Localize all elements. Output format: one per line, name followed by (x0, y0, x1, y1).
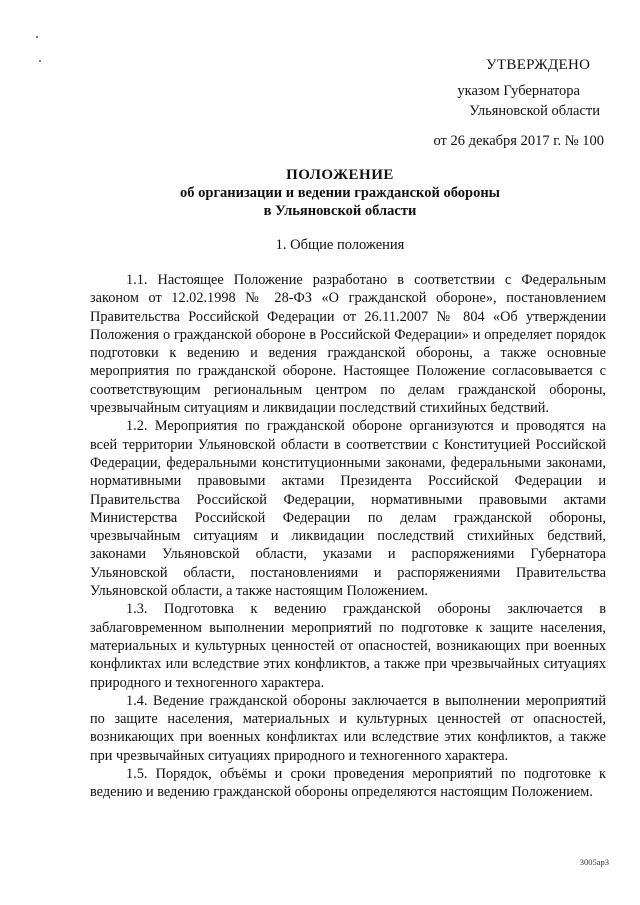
decree-line-2: Ульяновской области (469, 103, 600, 119)
paragraph-1-5: 1.5. Порядок, объёмы и сроки проведения мероприятий по подготовке к ведению и ведению гражданской обороны определяются настоящим Положением. (90, 766, 606, 801)
section-heading: 1. Общие положения (275, 237, 405, 253)
approved-stamp-label: УТВЕРЖДЕНО (486, 57, 591, 73)
paragraph-1-2: 1.2. Мероприятия по гражданской обороне организуются и проводятся на всей территории Ульяновской области в соответствии с Конституцией Российской Федерации, федеральными конституционными законами, федеральными законами, нормативными правовыми актами Президента Российской Федерации и Правительства Российской Федерации, нормативными правовыми актами Министерства Российской Федерации по делам гражданской обороны, чрезвычайным ситуациям и ликвидации последствий стихийных бедствий, законами Ульяновской области, указами и распоряжениями Губернатора Ульяновской области, постановлениями и распоряжениями Правительства Ульяновской области, а также настоящим Положением. (90, 418, 606, 600)
paragraph-1-3: 1.3. Подготовка к ведению гражданской обороны заключается в заблаговременном выполнении мероприятий по подготовке к защите населения, материальных и культурных ценностей от опасностей, возникающих при военных конфликтах или вследствие этих конфликтов, а также при чрезвычайных ситуациях природного и техногенного характера. (90, 601, 606, 691)
decree-reference (400, 81, 600, 121)
document-title (90, 166, 590, 220)
document-body (90, 268, 606, 802)
title-subtitle-line-1: об организации и ведении гражданской обороны (180, 185, 500, 201)
title-main: ПОЛОЖЕНИЕ (286, 167, 394, 183)
paragraph-1-1: 1.1. Настоящее Положение разработано в соответствии с Федеральным законом от 12.02.1998 № 28-ФЗ «О гражданской обороне», постановлением Правительства Российской Федерации от 26.11.2007 № 804 «Об утверждении Положения о гражданской обороне в Российской Федерации» и определяет порядок подготовки к ведению и ведения гражданской обороны, а также основные мероприятия по гражданской обороне. Настоящее Положение согласовывается с соответствующим региональным центром по делам гражданской обороны, чрезвычайным ситуациям и ликвидации последствий стихийных бедствий. (90, 272, 606, 417)
title-subtitle-line-2: в Ульяновской области (263, 203, 417, 219)
scan-speck (39, 60, 41, 62)
document-code: 3005ap3 (579, 857, 609, 867)
scan-speck (36, 36, 38, 38)
paragraph-1-4: 1.4. Ведение гражданской обороны заключается в выполнении мероприятий по защите населения, материальных и культурных ценностей от опасностей, возникающих при военных конфликтах или вследствие этих конфликтов, а также при чрезвычайных ситуациях природного и техногенного характера. (90, 692, 606, 764)
decree-date-number: от 26 декабря 2017 г. № 100 (433, 133, 604, 149)
decree-line-1: указом Губернатора (457, 83, 580, 99)
